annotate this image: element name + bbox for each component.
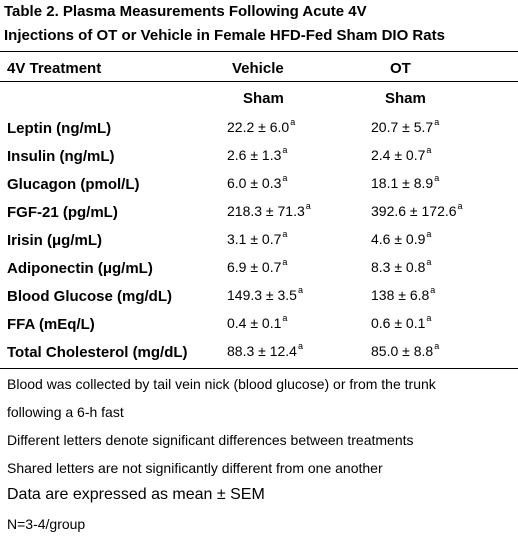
cell-ot-total-cholesterol: 85.0 ± 8.8$^a$ [371, 341, 440, 359]
cell-vehicle-fgf21: 218.3 ± 71.3$^a$ [227, 201, 311, 219]
bottom-rule [0, 368, 518, 369]
footnote-sem: Data are expressed as mean ± SEM [7, 486, 265, 503]
header-vehicle: Vehicle [232, 60, 284, 77]
footnote-letters: Different letters denote significant differences between treatments [7, 432, 414, 448]
row-label-total-cholesterol: Total Cholesterol (mg/dL) [7, 344, 188, 361]
cell-ot-insulin: 2.4 ± 0.7$^a$ [371, 145, 432, 163]
row-label-blood-glucose: Blood Glucose (mg/dL) [7, 288, 172, 305]
footnote-n: N=3-4/group [7, 516, 86, 532]
cell-vehicle-leptin: 22.2 ± 6.0$^a$ [227, 117, 296, 135]
cell-ot-fgf21: 392.6 ± 172.6$^a$ [371, 201, 463, 219]
row-label-adiponectin: Adiponectin (μg/mL) [7, 260, 153, 277]
cell-vehicle-insulin: 2.6 ± 1.3$^a$ [227, 145, 288, 163]
cell-vehicle-total-cholesterol: 88.3 ± 12.4$^a$ [227, 341, 303, 359]
footnote-collection-2: following a 6-h fast [7, 404, 124, 420]
header-ot: OT [390, 60, 411, 77]
row-label-insulin: Insulin (ng/mL) [7, 148, 115, 165]
row-label-leptin: Leptin (ng/mL) [7, 120, 112, 137]
header-sham-ot: Sham [385, 90, 426, 107]
cell-ot-ffa: 0.6 ± 0.1$^a$ [371, 313, 432, 331]
cell-ot-leptin: 20.7 ± 5.7$^a$ [371, 117, 440, 135]
table-title-line-2: Injections of OT or Vehicle in Female HFD-Fed Sham DIO Rats [4, 27, 445, 44]
table-title-line-1: Table 2. Plasma Measurements Following Acute 4V [4, 3, 367, 20]
footnote-shared-letters: Shared letters are not significantly different from one another [7, 460, 383, 476]
row-label-glucagon: Glucagon (pmol/L) [7, 176, 140, 193]
cell-ot-blood-glucose: 138 ± 6.8$^a$ [371, 285, 436, 303]
row-label-ffa: FFA (mEq/L) [7, 316, 95, 333]
cell-vehicle-blood-glucose: 149.3 ± 3.5$^a$ [227, 285, 303, 303]
cell-ot-irisin: 4.6 ± 0.9$^a$ [371, 229, 432, 247]
top-rule [0, 51, 518, 52]
cell-ot-adiponectin: 8.3 ± 0.8$^a$ [371, 257, 432, 275]
row-label-fgf21: FGF-21 (pg/mL) [7, 204, 118, 221]
cell-ot-glucagon: 18.1 ± 8.9$^a$ [371, 173, 440, 191]
header-sham-vehicle: Sham [243, 90, 284, 107]
footnote-collection-1: Blood was collected by tail vein nick (blood glucose) or from the trunk [7, 376, 436, 392]
cell-vehicle-adiponectin: 6.9 ± 0.7$^a$ [227, 257, 288, 275]
cell-vehicle-ffa: 0.4 ± 0.1$^a$ [227, 313, 288, 331]
header-rule [0, 81, 518, 82]
header-treatment: 4V Treatment [7, 60, 102, 77]
cell-vehicle-irisin: 3.1 ± 0.7$^a$ [227, 229, 288, 247]
cell-vehicle-glucagon: 6.0 ± 0.3$^a$ [227, 173, 288, 191]
row-label-irisin: Irisin (μg/mL) [7, 232, 103, 249]
